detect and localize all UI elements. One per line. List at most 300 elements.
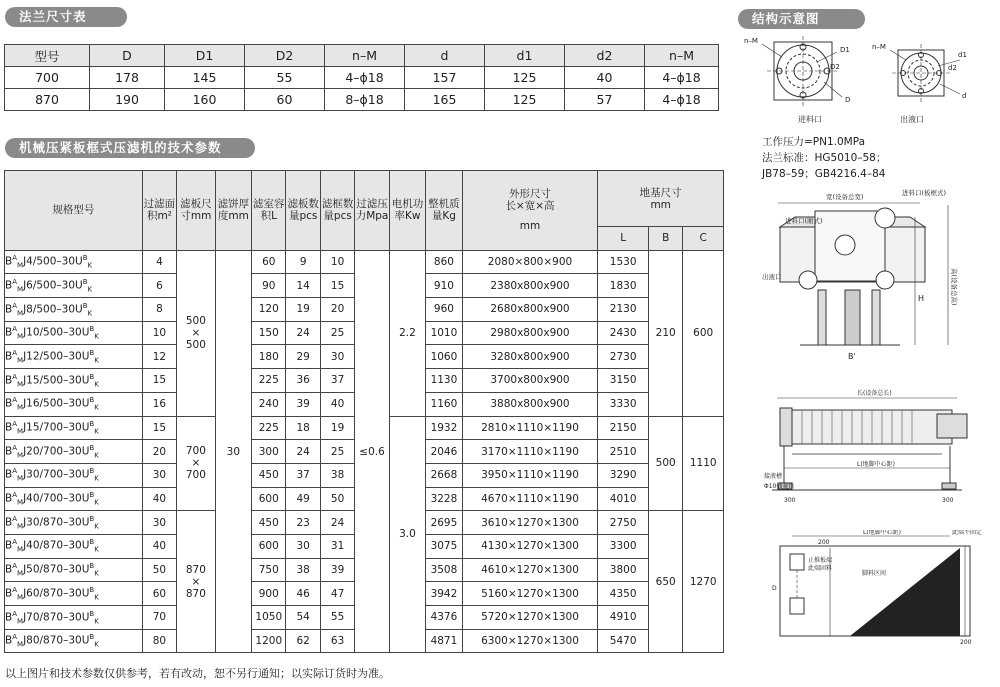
area-cell: 4 <box>142 250 176 274</box>
frames-cell: 10 <box>320 250 354 274</box>
model-part: K <box>87 309 93 318</box>
model-part: J30/700–30U <box>23 468 90 481</box>
dimensions-cell: 3610×1270×1300 <box>462 511 598 535</box>
dimensions-cell: 2680x800x900 <box>462 298 598 322</box>
model-part: K <box>87 285 93 294</box>
area-cell: 10 <box>142 321 176 345</box>
plate-size-line: 700 <box>185 469 206 482</box>
label-trough: 脚料区间 <box>862 570 887 577</box>
model-part: B <box>89 514 95 523</box>
dimensions-cell: 6300×1270×1300 <box>462 629 598 653</box>
model-part: A <box>12 372 18 381</box>
frames-cell: 39 <box>320 558 354 582</box>
model-part: M <box>17 546 24 555</box>
header-cake-thickness: 滤饼厚度mm <box>215 171 251 251</box>
flange-cell: 4–ϕ18 <box>325 67 405 89</box>
model-part: A <box>12 491 18 500</box>
area-cell: 60 <box>142 582 176 606</box>
dimensions-cell: 4130×1270×1300 <box>462 534 598 558</box>
dimensions-cell: 4610×1270×1300 <box>462 558 598 582</box>
header-foundation-unit: mm <box>650 198 671 211</box>
model-part: B <box>5 421 13 434</box>
weight-cell: 1932 <box>426 416 462 440</box>
model-part: B <box>5 350 13 363</box>
flange-header: 型号 <box>5 45 90 67</box>
plates-cell: 38 <box>286 558 320 582</box>
foundation-L-cell: 2130 <box>598 298 649 322</box>
header-B: B <box>648 227 682 251</box>
flange-header: n–M <box>325 45 405 67</box>
header-chamber-volume: 滤室容积L <box>252 171 286 251</box>
model-part: B <box>89 491 95 500</box>
label-inlet-frame: 进料口(板框式) <box>902 189 947 197</box>
plates-cell: 24 <box>286 321 320 345</box>
spec-flange-standard: 法兰标准：HG5010–58； <box>762 152 887 164</box>
volume-cell: 600 <box>252 534 286 558</box>
weight-cell: 1160 <box>426 392 462 416</box>
label-D2: D2 <box>830 63 840 71</box>
model-part: J60/870–30U <box>23 587 90 600</box>
weight-cell: 4871 <box>426 629 462 653</box>
foundation-L-cell: 5470 <box>598 629 649 653</box>
label-300-a: 300 <box>784 497 796 504</box>
header-foundation <box>598 171 724 227</box>
flange-header: D2 <box>245 45 325 67</box>
model-part: K <box>94 593 99 602</box>
plates-cell: 14 <box>286 274 320 298</box>
model-part: J10/500–30U <box>23 326 90 339</box>
model-part: B <box>89 325 95 334</box>
model-part: A <box>12 514 18 523</box>
plate-size-cell <box>177 416 215 511</box>
label-B-prime: B' <box>848 352 856 361</box>
model-part: B <box>5 255 13 268</box>
model-part: M <box>17 261 24 270</box>
header-frame-count: 滤框数量pcs <box>320 171 354 251</box>
model-part: B <box>89 562 95 571</box>
weight-cell: 4376 <box>426 606 462 630</box>
label-nm-right: n–M <box>872 43 886 51</box>
model-part: B <box>5 634 13 647</box>
model-part: A <box>12 443 18 452</box>
label-inlet: 进料口 <box>798 115 822 124</box>
model-cell <box>5 463 143 487</box>
frames-cell: 31 <box>320 534 354 558</box>
model-part: B <box>89 467 95 476</box>
model-part: B <box>89 396 95 405</box>
label-D-plan: D <box>772 585 777 592</box>
model-part: M <box>17 403 24 412</box>
plate-size-line: 500 <box>185 315 206 328</box>
model-part: K <box>94 546 99 555</box>
foundation-L-cell: 2510 <box>598 440 649 464</box>
model-part: B <box>89 420 95 429</box>
foundation-L-cell: 3800 <box>598 558 649 582</box>
model-part: J6/500–30U <box>23 279 83 292</box>
model-part: B <box>5 397 13 410</box>
label-d2: d2 <box>948 64 957 72</box>
foundation-L-cell: 4910 <box>598 606 649 630</box>
model-cell <box>5 440 143 464</box>
model-part: A <box>12 396 18 405</box>
header-pressure: 过滤压力Mpa <box>355 171 389 251</box>
weight-cell: 3075 <box>426 534 462 558</box>
flange-cell: 60 <box>245 89 325 111</box>
model-part: K <box>87 261 93 270</box>
model-part: B <box>5 303 13 316</box>
flange-cell: 178 <box>90 67 165 89</box>
foundation-B-cell: 210 <box>648 250 682 416</box>
foundation-plan-drawing <box>770 530 995 650</box>
label-stop-plate: 止推板端 <box>808 557 833 564</box>
label-phi10: Φ10插菱铁 <box>764 483 795 490</box>
model-part: B <box>5 587 13 600</box>
label-inlet-plate: 进料口(厢式) <box>785 217 823 225</box>
model-cell <box>5 345 143 369</box>
label-200-a: 200 <box>818 539 830 546</box>
plates-cell: 49 <box>286 487 320 511</box>
volume-cell: 1050 <box>252 606 286 630</box>
header-L: L <box>598 227 649 251</box>
model-part: A <box>12 538 18 547</box>
model-part: K <box>94 427 99 436</box>
weight-cell: 1010 <box>426 321 462 345</box>
plates-cell: 29 <box>286 345 320 369</box>
area-cell: 40 <box>142 534 176 558</box>
label-300-b: 300 <box>942 497 954 504</box>
table-row <box>5 67 719 89</box>
model-part: M <box>17 498 24 507</box>
model-part: M <box>17 332 24 341</box>
model-part: A <box>12 562 18 571</box>
foundation-C-cell: 1110 <box>683 416 724 511</box>
model-part: A <box>12 633 18 642</box>
plates-cell: 24 <box>286 440 320 464</box>
weight-cell: 1130 <box>426 369 462 393</box>
model-part: J40/700–30U <box>23 492 90 505</box>
dimensions-cell: 3170×1110×1190 <box>462 440 598 464</box>
volume-cell: 450 <box>252 463 286 487</box>
flange-cell: 57 <box>565 89 645 111</box>
area-cell: 30 <box>142 511 176 535</box>
plates-cell: 62 <box>286 629 320 653</box>
area-cell: 40 <box>142 487 176 511</box>
model-cell <box>5 274 143 298</box>
volume-cell: 225 <box>252 416 286 440</box>
weight-cell: 3942 <box>426 582 462 606</box>
label-outlet-side: 出液口 <box>762 273 782 281</box>
model-part: A <box>12 585 18 594</box>
model-part: A <box>12 348 18 357</box>
foundation-L-cell: 3300 <box>598 534 649 558</box>
plates-cell: 19 <box>286 298 320 322</box>
plate-size-cell <box>177 511 215 653</box>
flange-cell: 55 <box>245 67 325 89</box>
model-part: K <box>94 569 99 578</box>
model-part: B <box>89 633 95 642</box>
model-part: A <box>12 609 18 618</box>
frames-cell: 40 <box>320 392 354 416</box>
model-part: B <box>82 301 88 310</box>
model-part: K <box>94 522 99 531</box>
label-L-center: L(地脚中心距) <box>857 461 896 468</box>
model-part: M <box>17 617 24 626</box>
model-cell <box>5 511 143 535</box>
model-part: K <box>94 332 99 341</box>
label-height-total: 高(设备总高) <box>950 268 958 306</box>
volume-cell: 120 <box>252 298 286 322</box>
model-part: A <box>12 301 18 310</box>
plate-size-line: × <box>191 327 201 340</box>
area-cell: 15 <box>142 416 176 440</box>
label-H: H <box>918 294 925 303</box>
dimensions-cell: 4670×1110×1190 <box>462 487 598 511</box>
weight-cell: 960 <box>426 298 462 322</box>
model-cell <box>5 392 143 416</box>
spec-standard-codes: JB78–59；GB4216.4–84 <box>762 168 886 180</box>
tech-header-row <box>5 171 724 227</box>
header-dimensions-title: 外形尺寸 <box>509 188 551 201</box>
dimensions-cell: 2080×800×900 <box>462 250 598 274</box>
weight-cell: 1060 <box>426 345 462 369</box>
model-part: M <box>17 569 24 578</box>
weight-cell: 2668 <box>426 463 462 487</box>
frames-cell: 30 <box>320 345 354 369</box>
header-model: 规格型号 <box>5 171 143 251</box>
plate-size-line: 870 <box>185 563 206 576</box>
dimensions-cell: 3950×1110×1190 <box>462 463 598 487</box>
model-part: J16/500–30U <box>23 397 90 410</box>
flange-header: d2 <box>565 45 645 67</box>
model-cell <box>5 606 143 630</box>
flange-cell: 8–ϕ18 <box>325 89 405 111</box>
flange-cell: 145 <box>165 67 245 89</box>
flange-table-title: 法兰尺寸表 <box>5 7 127 27</box>
area-cell: 20 <box>142 440 176 464</box>
frames-cell: 25 <box>320 440 354 464</box>
model-part: K <box>94 498 99 507</box>
volume-cell: 900 <box>252 582 286 606</box>
model-part: J50/870–30U <box>23 563 90 576</box>
area-cell: 12 <box>142 345 176 369</box>
flange-table <box>4 44 719 111</box>
header-dimensions-unit: mm <box>519 220 541 233</box>
flange-cell: 700 <box>5 67 90 89</box>
frames-cell: 25 <box>320 321 354 345</box>
area-cell: 80 <box>142 629 176 653</box>
table-row <box>5 89 719 111</box>
flange-cell: 125 <box>485 67 565 89</box>
model-cell <box>5 629 143 653</box>
volume-cell: 750 <box>252 558 286 582</box>
model-part: M <box>17 427 24 436</box>
dimensions-cell: 3880x800x900 <box>462 392 598 416</box>
weight-cell: 860 <box>426 250 462 274</box>
header-plate-size: 滤板尺寸mm <box>177 171 215 251</box>
model-part: J15/700–30U <box>23 421 90 434</box>
dimensions-cell: 2380x800x900 <box>462 274 598 298</box>
model-part: B <box>5 516 13 529</box>
label-d: d <box>962 92 967 100</box>
model-cell <box>5 582 143 606</box>
model-part: M <box>17 451 24 460</box>
model-part: B <box>82 277 88 286</box>
model-part: B <box>5 445 13 458</box>
label-not-fixed: 此端不固定 <box>952 530 983 536</box>
model-part: M <box>17 285 24 294</box>
model-part: K <box>94 475 99 484</box>
dimensions-cell: 5160×1270×1300 <box>462 582 598 606</box>
header-filter-area: 过滤面积m² <box>142 171 176 251</box>
weight-cell: 2695 <box>426 511 462 535</box>
frames-cell: 20 <box>320 298 354 322</box>
flange-cell: 4–ϕ18 <box>645 67 719 89</box>
volume-cell: 600 <box>252 487 286 511</box>
frames-cell: 37 <box>320 369 354 393</box>
flange-cell: 4–ϕ18 <box>645 89 719 111</box>
model-part: B <box>5 468 13 481</box>
cake-thickness-cell: 30 <box>215 250 251 653</box>
model-part: B <box>5 539 13 552</box>
plates-cell: 30 <box>286 534 320 558</box>
model-part: K <box>94 356 99 365</box>
flange-cell: 190 <box>90 89 165 111</box>
table-row <box>5 250 724 274</box>
area-cell: 8 <box>142 298 176 322</box>
label-fixed-end: 此端固料 <box>808 565 833 572</box>
model-part: B <box>5 563 13 576</box>
area-cell: 70 <box>142 606 176 630</box>
plates-cell: 37 <box>286 463 320 487</box>
diagram-title: 结构示意图 <box>738 9 865 29</box>
dimensions-cell: 3280x800x900 <box>462 345 598 369</box>
foundation-L-cell: 2150 <box>598 416 649 440</box>
header-dimensions-sub: 长×宽×高 <box>505 200 555 213</box>
model-part: A <box>12 277 18 286</box>
area-cell: 15 <box>142 369 176 393</box>
plates-cell: 23 <box>286 511 320 535</box>
dimensions-cell: 2980x800x900 <box>462 321 598 345</box>
model-part: B <box>89 372 95 381</box>
front-view-drawing <box>760 185 970 370</box>
flange-header: D1 <box>165 45 245 67</box>
label-outlet: 出液口 <box>900 115 924 124</box>
flange-header-row <box>5 45 719 67</box>
model-part: B <box>89 443 95 452</box>
model-cell <box>5 369 143 393</box>
foundation-C-cell: 1270 <box>683 511 724 653</box>
plates-cell: 46 <box>286 582 320 606</box>
foundation-L-cell: 1530 <box>598 250 649 274</box>
plates-cell: 54 <box>286 606 320 630</box>
model-part: B <box>89 348 95 357</box>
model-part: J12/500–30U <box>23 350 90 363</box>
label-D1: D1 <box>840 46 850 54</box>
volume-cell: 1200 <box>252 629 286 653</box>
model-part: K <box>94 640 99 649</box>
model-part: J20/700–30U <box>23 445 90 458</box>
label-nm-left: n–M <box>744 37 758 45</box>
flange-header: d1 <box>485 45 565 67</box>
foundation-B-cell: 650 <box>648 511 682 653</box>
foundation-L-cell: 2430 <box>598 321 649 345</box>
model-cell <box>5 558 143 582</box>
header-C: C <box>683 227 724 251</box>
motor-power-cell: 3.0 <box>389 416 425 653</box>
model-part: J8/500–30U <box>23 303 83 316</box>
model-cell <box>5 487 143 511</box>
model-part: K <box>94 617 99 626</box>
frames-cell: 47 <box>320 582 354 606</box>
model-part: J30/870–30U <box>23 516 90 529</box>
frames-cell: 24 <box>320 511 354 535</box>
model-part: A <box>12 254 18 263</box>
model-part: J15/500–30U <box>23 374 90 387</box>
frames-cell: 38 <box>320 463 354 487</box>
plate-size-cell <box>177 250 215 416</box>
model-part: A <box>12 467 18 476</box>
model-part: B <box>89 609 95 618</box>
weight-cell: 2046 <box>426 440 462 464</box>
model-part: M <box>17 356 24 365</box>
volume-cell: 240 <box>252 392 286 416</box>
model-part: M <box>17 593 24 602</box>
model-part: B <box>5 326 13 339</box>
volume-cell: 90 <box>252 274 286 298</box>
foundation-L-cell: 2730 <box>598 345 649 369</box>
model-part: B <box>82 254 88 263</box>
label-200-b: 200 <box>960 639 972 646</box>
plate-size-line: × <box>191 457 201 470</box>
label-D: D <box>845 96 851 104</box>
plate-size-line: 870 <box>185 587 206 600</box>
area-cell: 30 <box>142 463 176 487</box>
foundation-B-cell: 500 <box>648 416 682 511</box>
flange-cell: 40 <box>565 67 645 89</box>
model-part: J40/870–30U <box>23 539 90 552</box>
volume-cell: 225 <box>252 369 286 393</box>
footer-note: 以上图片和技术参数仅供参考，若有改动，恕不另行通知；以实际订货时为准。 <box>5 667 390 680</box>
header-dimensions <box>462 171 598 251</box>
model-part: B <box>5 279 13 292</box>
plate-size-line: 500 <box>185 339 206 352</box>
dimensions-cell: 2810×1110×1190 <box>462 416 598 440</box>
area-cell: 16 <box>142 392 176 416</box>
model-part: B <box>89 538 95 547</box>
model-part: A <box>12 420 18 429</box>
area-cell: 50 <box>142 558 176 582</box>
pressure-cell: ≤0.6 <box>355 250 389 653</box>
volume-cell: 150 <box>252 321 286 345</box>
frames-cell: 63 <box>320 629 354 653</box>
weight-cell: 910 <box>426 274 462 298</box>
foundation-L-cell: 1830 <box>598 274 649 298</box>
foundation-C-cell: 600 <box>683 250 724 416</box>
model-part: M <box>17 380 24 389</box>
header-weight: 整机质量Kg <box>426 171 462 251</box>
model-part: J4/500–30U <box>23 255 83 268</box>
model-part: J70/870–30U <box>23 611 90 624</box>
frames-cell: 19 <box>320 416 354 440</box>
foundation-L-cell: 4010 <box>598 487 649 511</box>
model-cell <box>5 321 143 345</box>
model-part: M <box>17 309 24 318</box>
label-length-total: 长(设备总长) <box>857 390 892 397</box>
plates-cell: 9 <box>286 250 320 274</box>
label-width-total: 宽(设备总宽) <box>826 193 864 201</box>
flange-drawing-inlet <box>742 32 867 132</box>
plate-size-line: 700 <box>185 445 206 458</box>
